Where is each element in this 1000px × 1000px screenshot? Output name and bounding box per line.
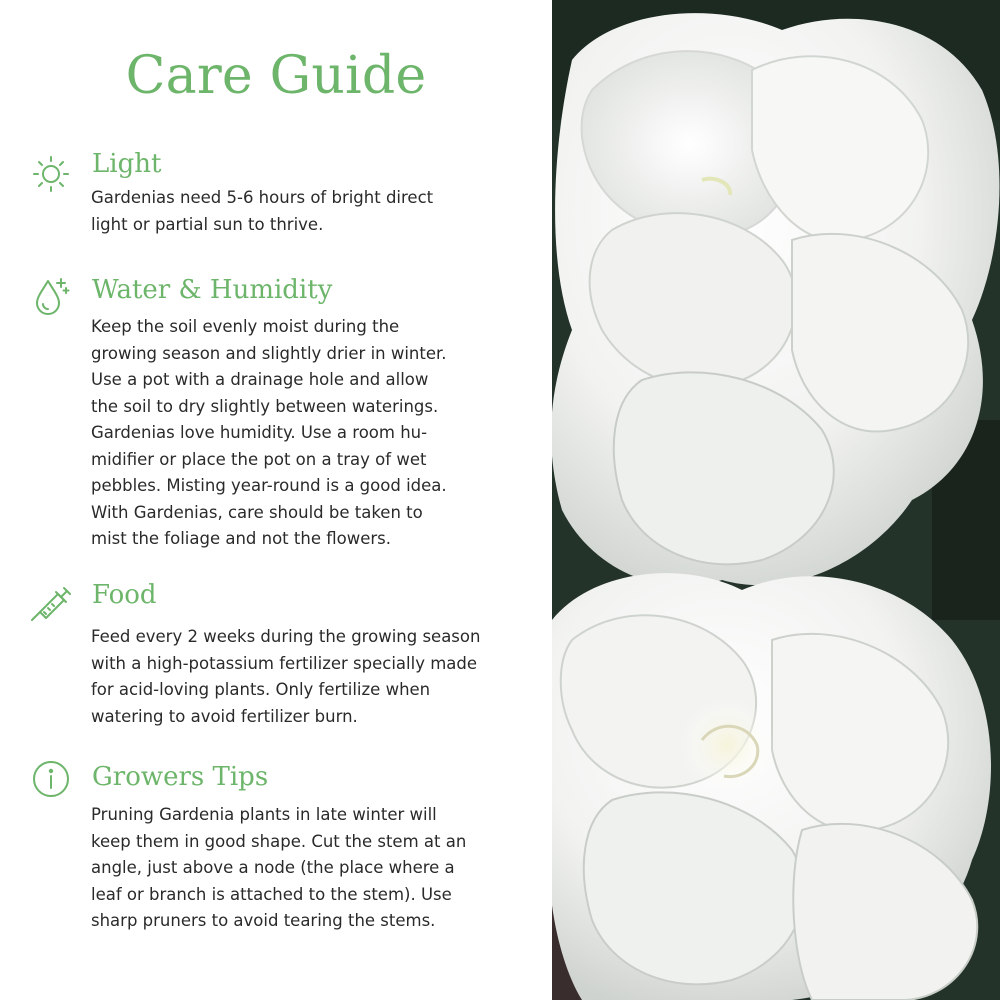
section-body: Pruning Gardenia plants in late winter will keep them in good shape. Cut the stem at an angle, just above a node (the place where a leaf or branch is attached to the stem). Use sharp pruners to avoid tearing the stems.: [91, 805, 467, 930]
section-heading: Food: [92, 580, 157, 610]
section-body: Feed every 2 weeks during the growing season with a high-potassium fertilizer specially made for acid-loving plants. Only fertilize when watering to avoid fertilizer burn.: [91, 627, 481, 726]
section-heading: Light: [92, 149, 162, 179]
section-body: Keep the soil evenly moist during the growing season and slightly drier in winter. Use a pot with a drainage hole and allow the soil to dry slightly between waterings. Gardenias love humidity. Use a room hu- midifier or place the pot on a tray of wet pebbles. Misting year-round is a good idea. With Gardenias, care should be taken to mist the foliage and not the flowers.: [91, 317, 447, 548]
section-body: Gardenias need 5-6 hours of bright direct light or partial sun to thrive.: [91, 188, 434, 234]
gardenia-photo: [552, 0, 1000, 1000]
page-title: Care Guide: [125, 46, 427, 106]
section-heading: Growers Tips: [92, 762, 269, 792]
lower-gardenia: [552, 573, 991, 1000]
section-heading: Water & Humidity: [92, 275, 333, 305]
water-drop-icon: [28, 273, 74, 319]
info-icon: [28, 756, 74, 802]
syringe-icon: [28, 578, 74, 624]
sun-icon: [28, 150, 74, 196]
